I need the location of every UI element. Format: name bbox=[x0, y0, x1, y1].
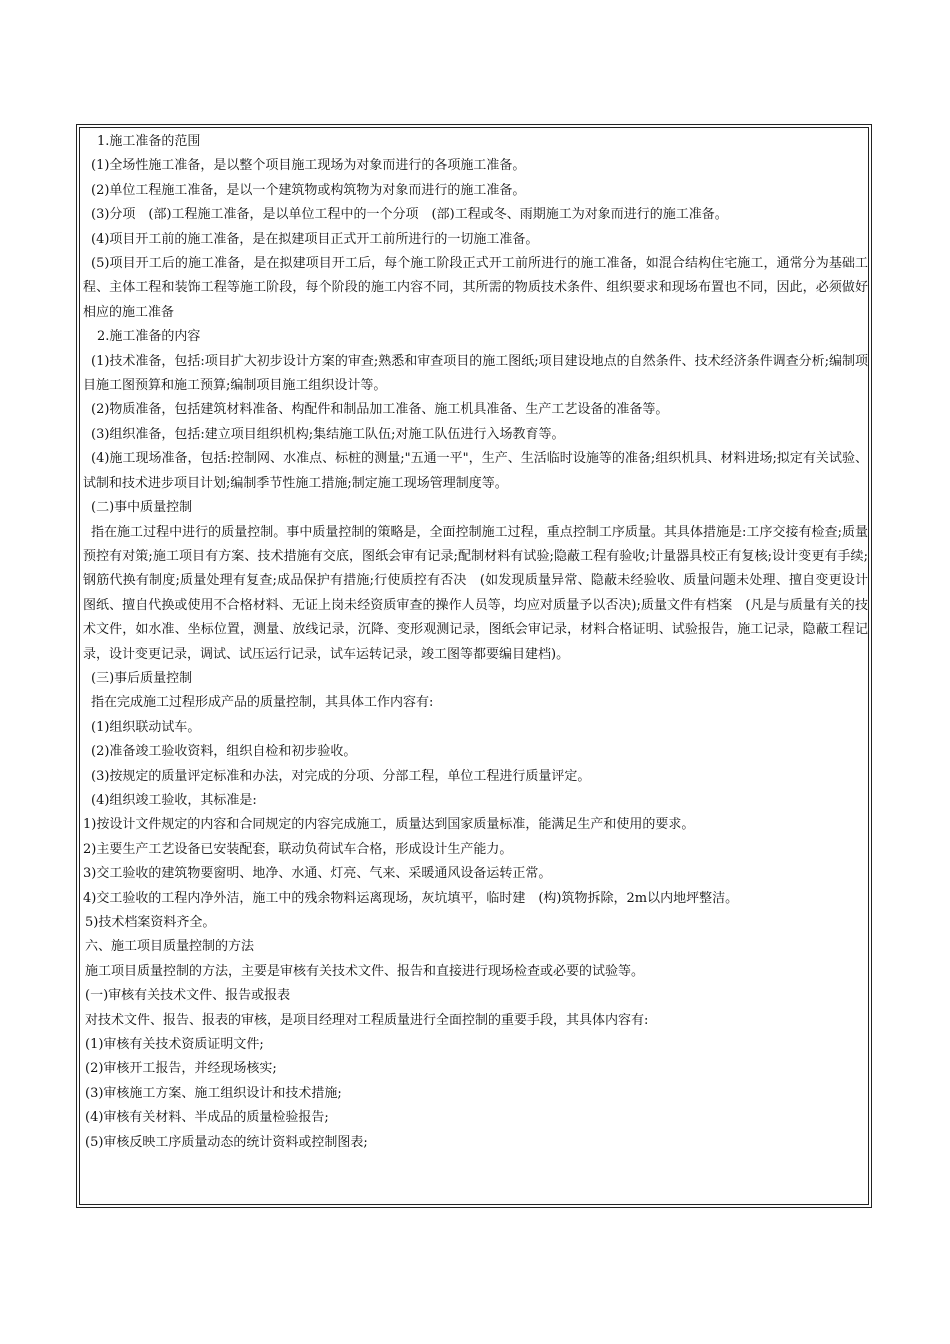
paragraph: (4)项目开工前的施工准备，是在拟建项目正式开工前所进行的一切施工准备。 bbox=[91, 231, 539, 247]
paragraph: (3)审核施工方案、施工组织设计和技术措施; bbox=[85, 1085, 342, 1101]
paragraph: (3)按规定的质量评定标准和办法，对完成的分项、分部工程，单位工程进行质量评定。 bbox=[91, 768, 591, 784]
section-heading: 1.施工准备的范围 bbox=[97, 134, 201, 149]
paragraph: (5)审核反映工序质量动态的统计资料或控制图表; bbox=[85, 1134, 368, 1150]
paragraph: (3)组织准备，包括:建立项目组织机构;集结施工队伍;对施工队伍进行入场教育等。 bbox=[91, 426, 565, 442]
section-heading: (一)审核有关技术文件、报告或报表 bbox=[85, 988, 291, 1004]
paragraph: 施工项目质量控制的方法，主要是审核有关技术文件、报告和直接进行现场检查或必要的试验等。 bbox=[85, 963, 645, 979]
paragraph: 1)按设计文件规定的内容和合同规定的内容完成施工，质量达到国家质量标准，能满足生产和使用的要求。 bbox=[83, 817, 695, 833]
paragraph: 5)技术档案资料齐全。 bbox=[85, 915, 216, 930]
paragraph: (4)施工现场准备，包括:控制网、水准点、标桩的测量;"五通一平"，生产、生活临时设施等的准备;组织机具、材料进场;拟定有关试验、试制和技术进步项目计划;编制季节性施工措施;制定施工现场管理制度等。 bbox=[83, 451, 868, 491]
paragraph: (1)组织联动试车。 bbox=[91, 719, 201, 735]
paragraph: 对技术文件、报告、报表的审核，是项目经理对工程质量进行全面控制的重要手段，其具体内容有: bbox=[85, 1012, 649, 1028]
paragraph: 4)交工验收的工程内净外洁，施工中的残余物料运离现场，灰坑填平，临时建 (构)筑物拆除，2m以内地坪整洁。 bbox=[83, 890, 739, 906]
paragraph: 2)主要生产工艺设备已安装配套，联动负荷试车合格，形成设计生产能力。 bbox=[83, 841, 513, 857]
paragraph: 指在完成施工过程形成产品的质量控制，其具体工作内容有: bbox=[91, 695, 434, 711]
paragraph: (1)审核有关技术资质证明文件; bbox=[85, 1037, 264, 1053]
paragraph: (2)单位工程施工准备，是以一个建筑物或构筑物为对象而进行的施工准备。 bbox=[91, 182, 526, 198]
section-heading: (二)事中质量控制 bbox=[91, 500, 193, 516]
section-heading: 六、施工项目质量控制的方法 bbox=[85, 939, 255, 955]
paragraph: (2)物质准备，包括建筑材料准备、构配件和制品加工准备、施工机具准备、生产工艺设备的准备等。 bbox=[91, 402, 669, 418]
document-body bbox=[83, 130, 868, 1155]
paragraph: (5)项目开工后的施工准备，是在拟建项目开工后，每个施工阶段正式开工前所进行的施工准备，如混合结构住宅施工，通常分为基础工程、主体工程和装饰工程等施工阶段，每个阶段的施工内容不同，其所需的物质技术条件、组织要求和现场布置也不同，因此，必须做好相应的施工准备 bbox=[83, 256, 868, 320]
paragraph: (3)分项 (部)工程施工准备，是以单位工程中的一个分项 (部)工程或冬、雨期施工为对象而进行的施工准备。 bbox=[91, 207, 728, 223]
paragraph: (1)技术准备，包括:项目扩大初步设计方案的审查;熟悉和审查项目的施工图纸;项目建设地点的自然条件、技术经济条件调查分析;编制项目施工图预算和施工预算;编制项目施工组织设计等。 bbox=[83, 353, 868, 394]
paragraph: 指在施工过程中进行的质量控制。事中质量控制的策略是，全面控制施工过程，重点控制工序质量。其具体措施是:工序交接有检查;质量预控有对策;施工项目有方案、技术措施有交底，图纸会审有记录;配制材料有试验;隐蔽工程有验收;计量器具校正有复核;设计变更有手续;钢筋代换有制度;质量处理有复查;成品保护有措施;行使质控有否决 (如发现质量异常、隐蔽未经验收、质量问题未处理、擅自变更设计图纸、擅自代换或使用不合格材料、无证上岗未经资质审查的操作人员等，均应对质量予以否决);质量文件有档案 (凡是与质量有关的技术文件，如水准、坐标位置，测量、放线记录，沉降、变形观测记录，图纸会审记录，材料合格证明、试验报告，施工记录，隐蔽工程记录，设计变更记录，调试、试压运行记录，试车运转记录，竣工图等都要编目建档)。 bbox=[83, 524, 868, 662]
paragraph: (4)组织竣工验收，其标准是: bbox=[91, 792, 257, 808]
paragraph: (1)全场性施工准备，是以整个项目施工现场为对象而进行的各项施工准备。 bbox=[91, 158, 526, 174]
section-heading: (三)事后质量控制 bbox=[91, 670, 193, 686]
paragraph: (2)准备竣工验收资料，组织自检和初步验收。 bbox=[91, 744, 357, 760]
section-heading: 2.施工准备的内容 bbox=[97, 329, 201, 345]
paragraph: 3)交工验收的建筑物要窗明、地净、水通、灯亮、气来、采暖通风设备运转正常。 bbox=[83, 866, 552, 882]
paragraph: (2)审核开工报告，并经现场核实; bbox=[85, 1061, 277, 1077]
paragraph: (4)审核有关材料、半成品的质量检验报告; bbox=[85, 1110, 329, 1126]
